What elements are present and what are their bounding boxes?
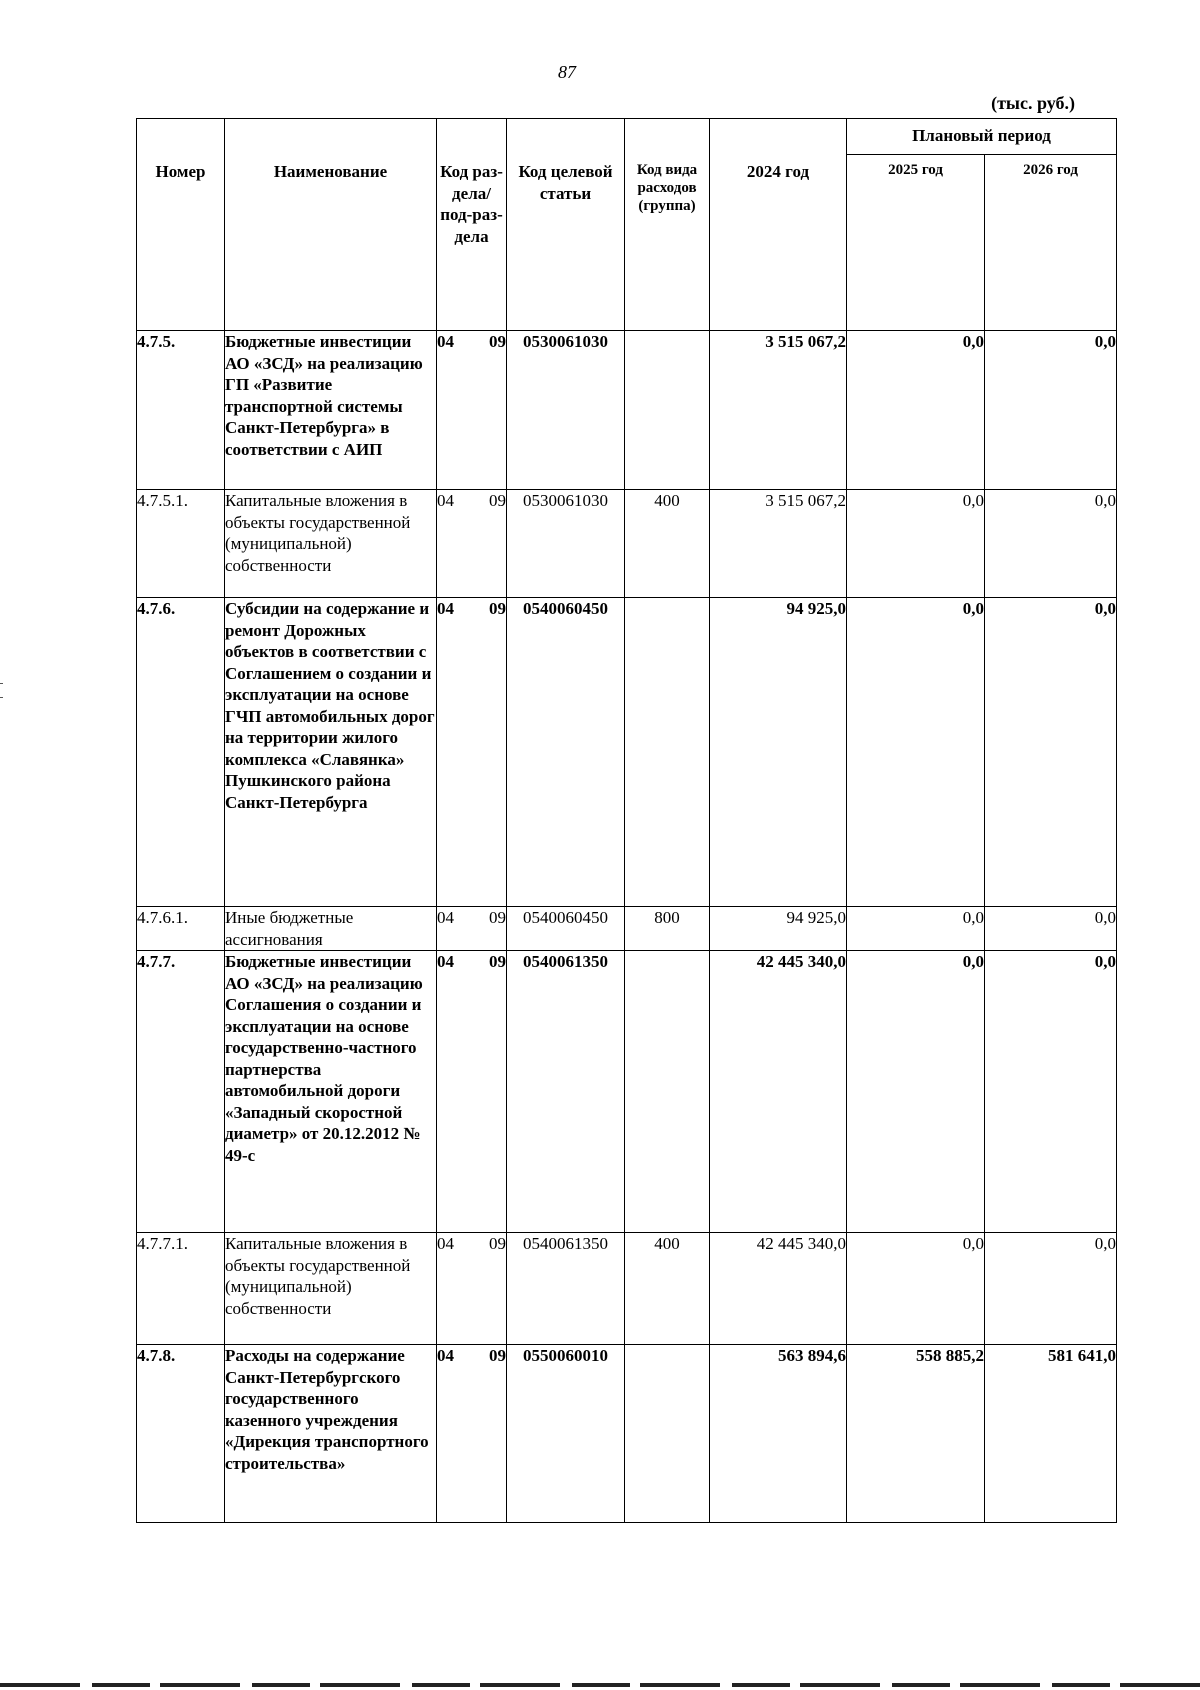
- row-cel: 0540061350: [507, 1233, 625, 1345]
- row-2025: 558 885,2: [847, 1345, 985, 1523]
- header-2026: 2026 год: [985, 155, 1117, 331]
- page-number: 87: [558, 62, 576, 82]
- row-2026: 0,0: [985, 907, 1117, 951]
- table-row: [137, 951, 1117, 1233]
- header-number: Номер: [137, 119, 225, 331]
- row-2026: 581 641,0: [985, 1345, 1117, 1523]
- row-cel: 0540061350: [507, 951, 625, 1233]
- header-cel: Код целевой статьи: [507, 119, 625, 331]
- row-2026: 0,0: [985, 598, 1117, 907]
- row-cel: 0530061030: [507, 490, 625, 598]
- row-2025: 0,0: [847, 598, 985, 907]
- row-2025: 0,0: [847, 331, 985, 490]
- table-body: [137, 331, 1117, 1523]
- row-number: 4.7.7.: [137, 951, 225, 1233]
- row-podrazdel-code: 09: [489, 332, 506, 351]
- row-razdel: [437, 1345, 507, 1523]
- row-razdel: [437, 907, 507, 951]
- row-2025: 0,0: [847, 490, 985, 598]
- row-cel: 0540060450: [507, 907, 625, 951]
- row-2026: 0,0: [985, 490, 1117, 598]
- table-row: [137, 1345, 1117, 1523]
- row-number: 4.7.6.: [137, 598, 225, 907]
- row-podrazdel-code: 09: [489, 491, 506, 510]
- row-number: 4.7.5.: [137, 331, 225, 490]
- row-razdel-code: 04: [437, 1234, 454, 1253]
- row-2024: 94 925,0: [710, 907, 847, 951]
- table-row: [137, 331, 1117, 490]
- budget-table: [136, 118, 1117, 1523]
- header-vid: Код вида расходов (группа): [625, 119, 710, 331]
- row-cel: 0540060450: [507, 598, 625, 907]
- header-2025: 2025 год: [847, 155, 985, 331]
- table-row: [137, 490, 1117, 598]
- row-2024: 3 515 067,2: [710, 331, 847, 490]
- row-group: 400: [625, 1233, 710, 1345]
- row-2024: 3 515 067,2: [710, 490, 847, 598]
- row-2025: 0,0: [847, 907, 985, 951]
- row-podrazdel-code: 09: [489, 599, 506, 618]
- row-razdel-code: 04: [437, 1346, 454, 1365]
- table-row: [137, 598, 1117, 907]
- scan-mark: [0, 683, 3, 684]
- row-podrazdel-code: 09: [489, 952, 506, 971]
- header-plan-period: Плановый период: [847, 119, 1117, 155]
- row-razdel-code: 04: [437, 332, 454, 351]
- units-label: (тыс. руб.): [991, 93, 1075, 113]
- row-podrazdel-code: 09: [489, 1234, 506, 1253]
- row-razdel-code: 04: [437, 952, 454, 971]
- row-cel: 0530061030: [507, 331, 625, 490]
- row-razdel-code: 04: [437, 491, 454, 510]
- row-2025: 0,0: [847, 951, 985, 1233]
- row-name: Бюджетные инвестиции АО «ЗСД» на реализацию ГП «Развитие транспортной системы Санкт-Петербурга» в соответствии с АИП: [225, 331, 437, 490]
- row-razdel: [437, 951, 507, 1233]
- row-podrazdel-code: 09: [489, 1346, 506, 1365]
- row-name: Расходы на содержание Санкт-Петербургского государственного казенного учреждения «Дирекция транспортного строительства»: [225, 1345, 437, 1523]
- header-name: Наименование: [225, 119, 437, 331]
- row-group: [625, 1345, 710, 1523]
- row-name: Субсидии на содержание и ремонт Дорожных объектов в соответствии с Соглашением о создании и эксплуатации на основе ГЧП автомобильных дорог на территории жилого комплекса «Славянка» Пушкинского района Санкт-Петербурга: [225, 598, 437, 907]
- row-group: 400: [625, 490, 710, 598]
- table-row: [137, 1233, 1117, 1345]
- row-razdel: [437, 598, 507, 907]
- row-razdel: [437, 331, 507, 490]
- row-number: 4.7.7.1.: [137, 1233, 225, 1345]
- scan-mark: [0, 697, 3, 698]
- row-name: Капитальные вложения в объекты государственной (муниципальной) собственности: [225, 490, 437, 598]
- row-2024: 94 925,0: [710, 598, 847, 907]
- row-number: 4.7.6.1.: [137, 907, 225, 951]
- row-name: Бюджетные инвестиции АО «ЗСД» на реализацию Соглашения о создании и эксплуатации на основе государственно-частного партнерства автомобильной дороги «Западный скоростной диаметр» от 20.12.2012 № 49-с: [225, 951, 437, 1233]
- header-razdel: Код раз-дела/ под-раз-дела: [437, 119, 507, 331]
- row-group: [625, 598, 710, 907]
- row-podrazdel-code: 09: [489, 908, 506, 927]
- row-razdel: [437, 490, 507, 598]
- row-number: 4.7.8.: [137, 1345, 225, 1523]
- row-2025: 0,0: [847, 1233, 985, 1345]
- row-2024: 42 445 340,0: [710, 951, 847, 1233]
- row-number: 4.7.5.1.: [137, 490, 225, 598]
- row-name: Капитальные вложения в объекты государственной (муниципальной) собственности: [225, 1233, 437, 1345]
- row-2024: 42 445 340,0: [710, 1233, 847, 1345]
- row-2026: 0,0: [985, 331, 1117, 490]
- table-row: [137, 907, 1117, 951]
- row-cel: 0550060010: [507, 1345, 625, 1523]
- row-razdel: [437, 1233, 507, 1345]
- row-name: Иные бюджетные ассигнования: [225, 907, 437, 951]
- row-group: [625, 951, 710, 1233]
- row-2026: 0,0: [985, 951, 1117, 1233]
- row-razdel-code: 04: [437, 908, 454, 927]
- row-group: [625, 331, 710, 490]
- header-2024: 2024 год: [710, 119, 847, 331]
- row-group: 800: [625, 907, 710, 951]
- row-2024: 563 894,6: [710, 1345, 847, 1523]
- row-2026: 0,0: [985, 1233, 1117, 1345]
- row-razdel-code: 04: [437, 599, 454, 618]
- scan-edge: [0, 1683, 1200, 1687]
